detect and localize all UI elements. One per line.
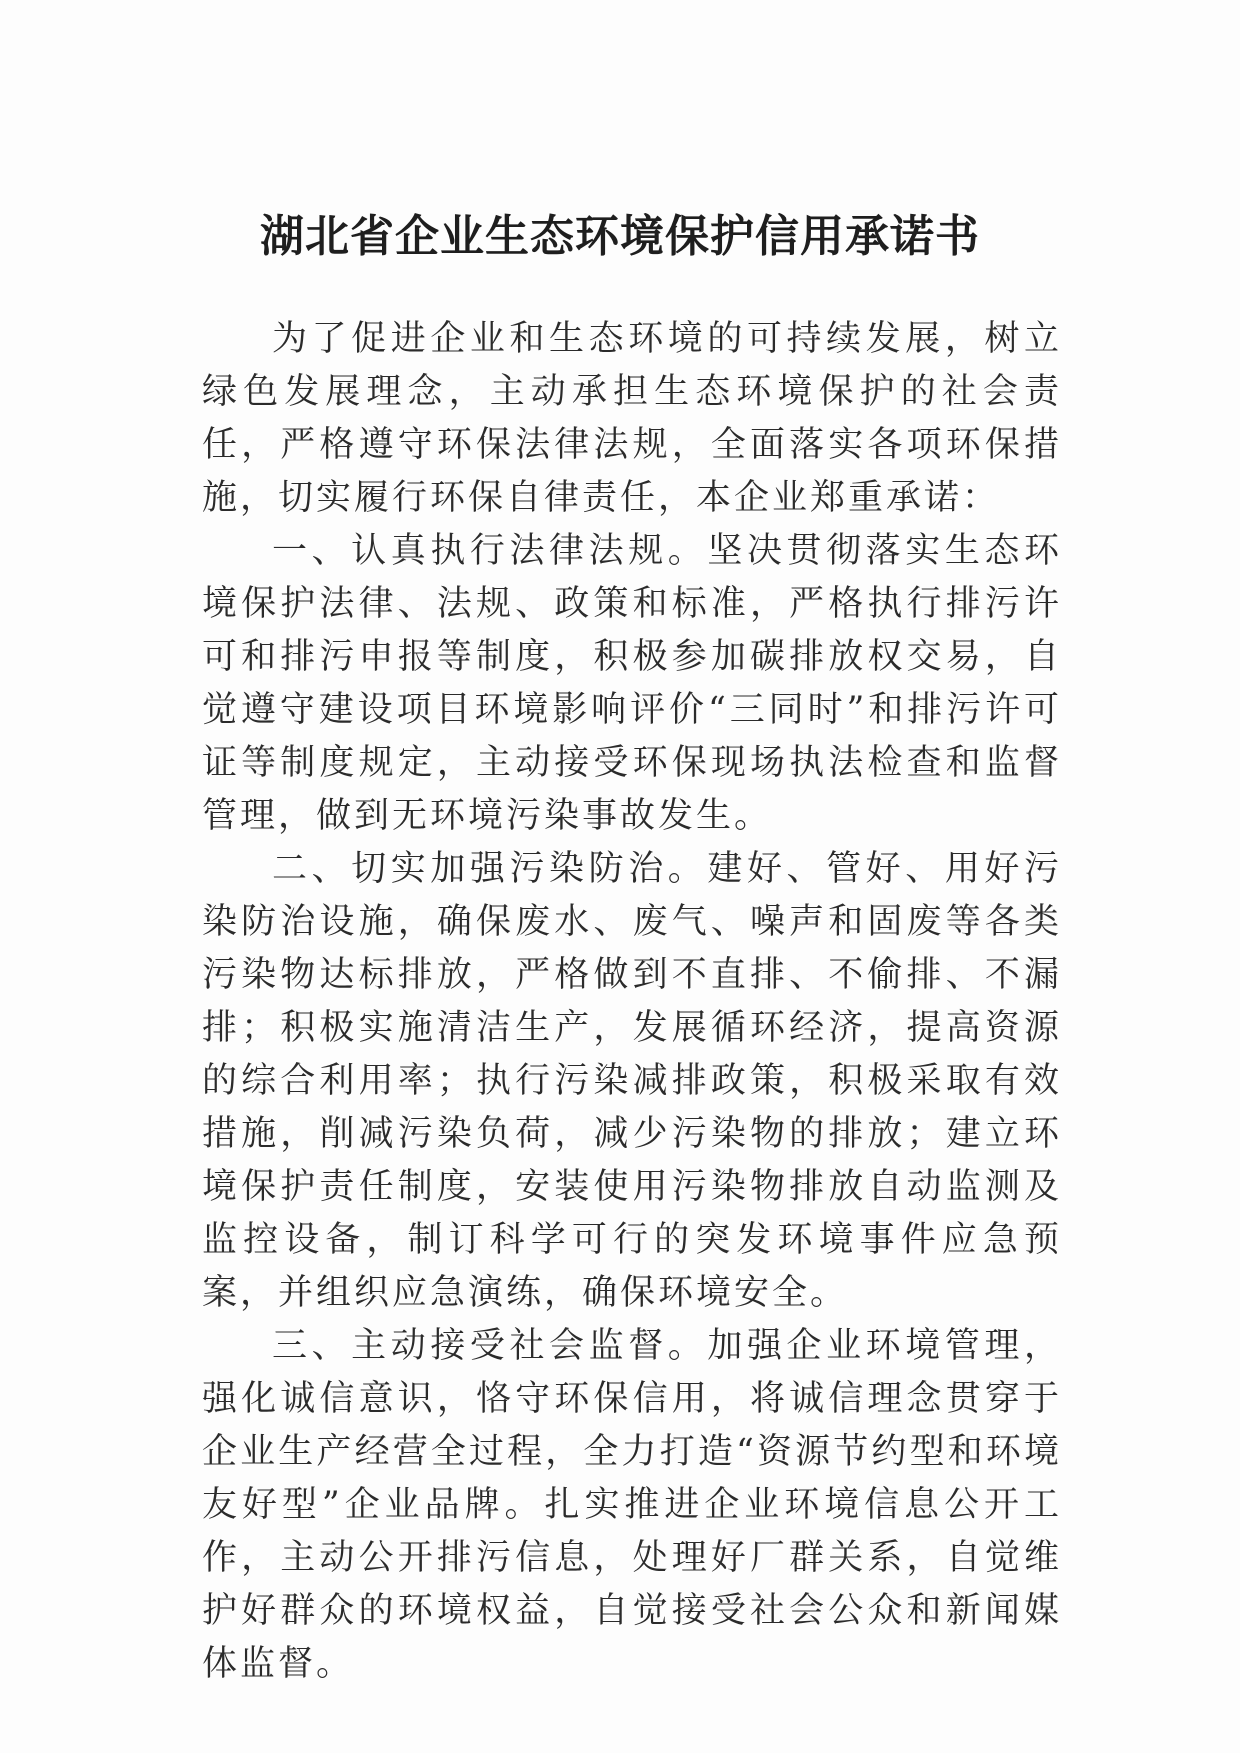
paragraph-item-1: 一、认真执行法律法规。坚决贯彻落实生态环境保护法律、法规、政策和标准，严格执行排污许可和排污申报等制度，积极参加碳排放权交易，自觉遵守建设项目环境影响评价“三同时”和排污许可证等制度规定，主动接受环保现场执法检查和监督管理，做到无环境污染事故发生。 [202,531,1062,836]
paragraph-item-3: 三、主动接受社会监督。加强企业环境管理，强化诚信意识，恪守环保信用，将诚信理念贯穿于企业生产经营全过程，全力打造“资源节约型和环境友好型”企业品牌。扎实推进企业环境信息公开工作，主动公开排污信息，处理好厂群关系，自觉维护好群众的环境权益，自觉接受社会公众和新闻媒体监督。 [202,1326,1062,1684]
document-body [202,313,1062,1691]
document-title: 湖北省企业生态环境保护信用承诺书 [260,211,980,262]
paragraph-intro: 为了促进企业和生态环境的可持续发展，树立绿色发展理念，主动承担生态环境保护的社会责任，严格遵守环保法律法规，全面落实各项环保措施，切实履行环保自律责任，本企业郑重承诺： [202,319,1062,518]
paragraph-item-2: 二、切实加强污染防治。建好、管好、用好污染防治设施，确保废水、废气、噪声和固废等各类污染物达标排放，严格做到不直排、不偷排、不漏排；积极实施清洁生产，发展循环经济，提高资源的综合利用率；执行污染减排政策，积极采取有效措施，削减污染负荷，减少污染物的排放；建立环境保护责任制度，安装使用污染物排放自动监测及监控设备，制订科学可行的突发环境事件应急预案，并组织应急演练，确保环境安全。 [202,849,1062,1313]
